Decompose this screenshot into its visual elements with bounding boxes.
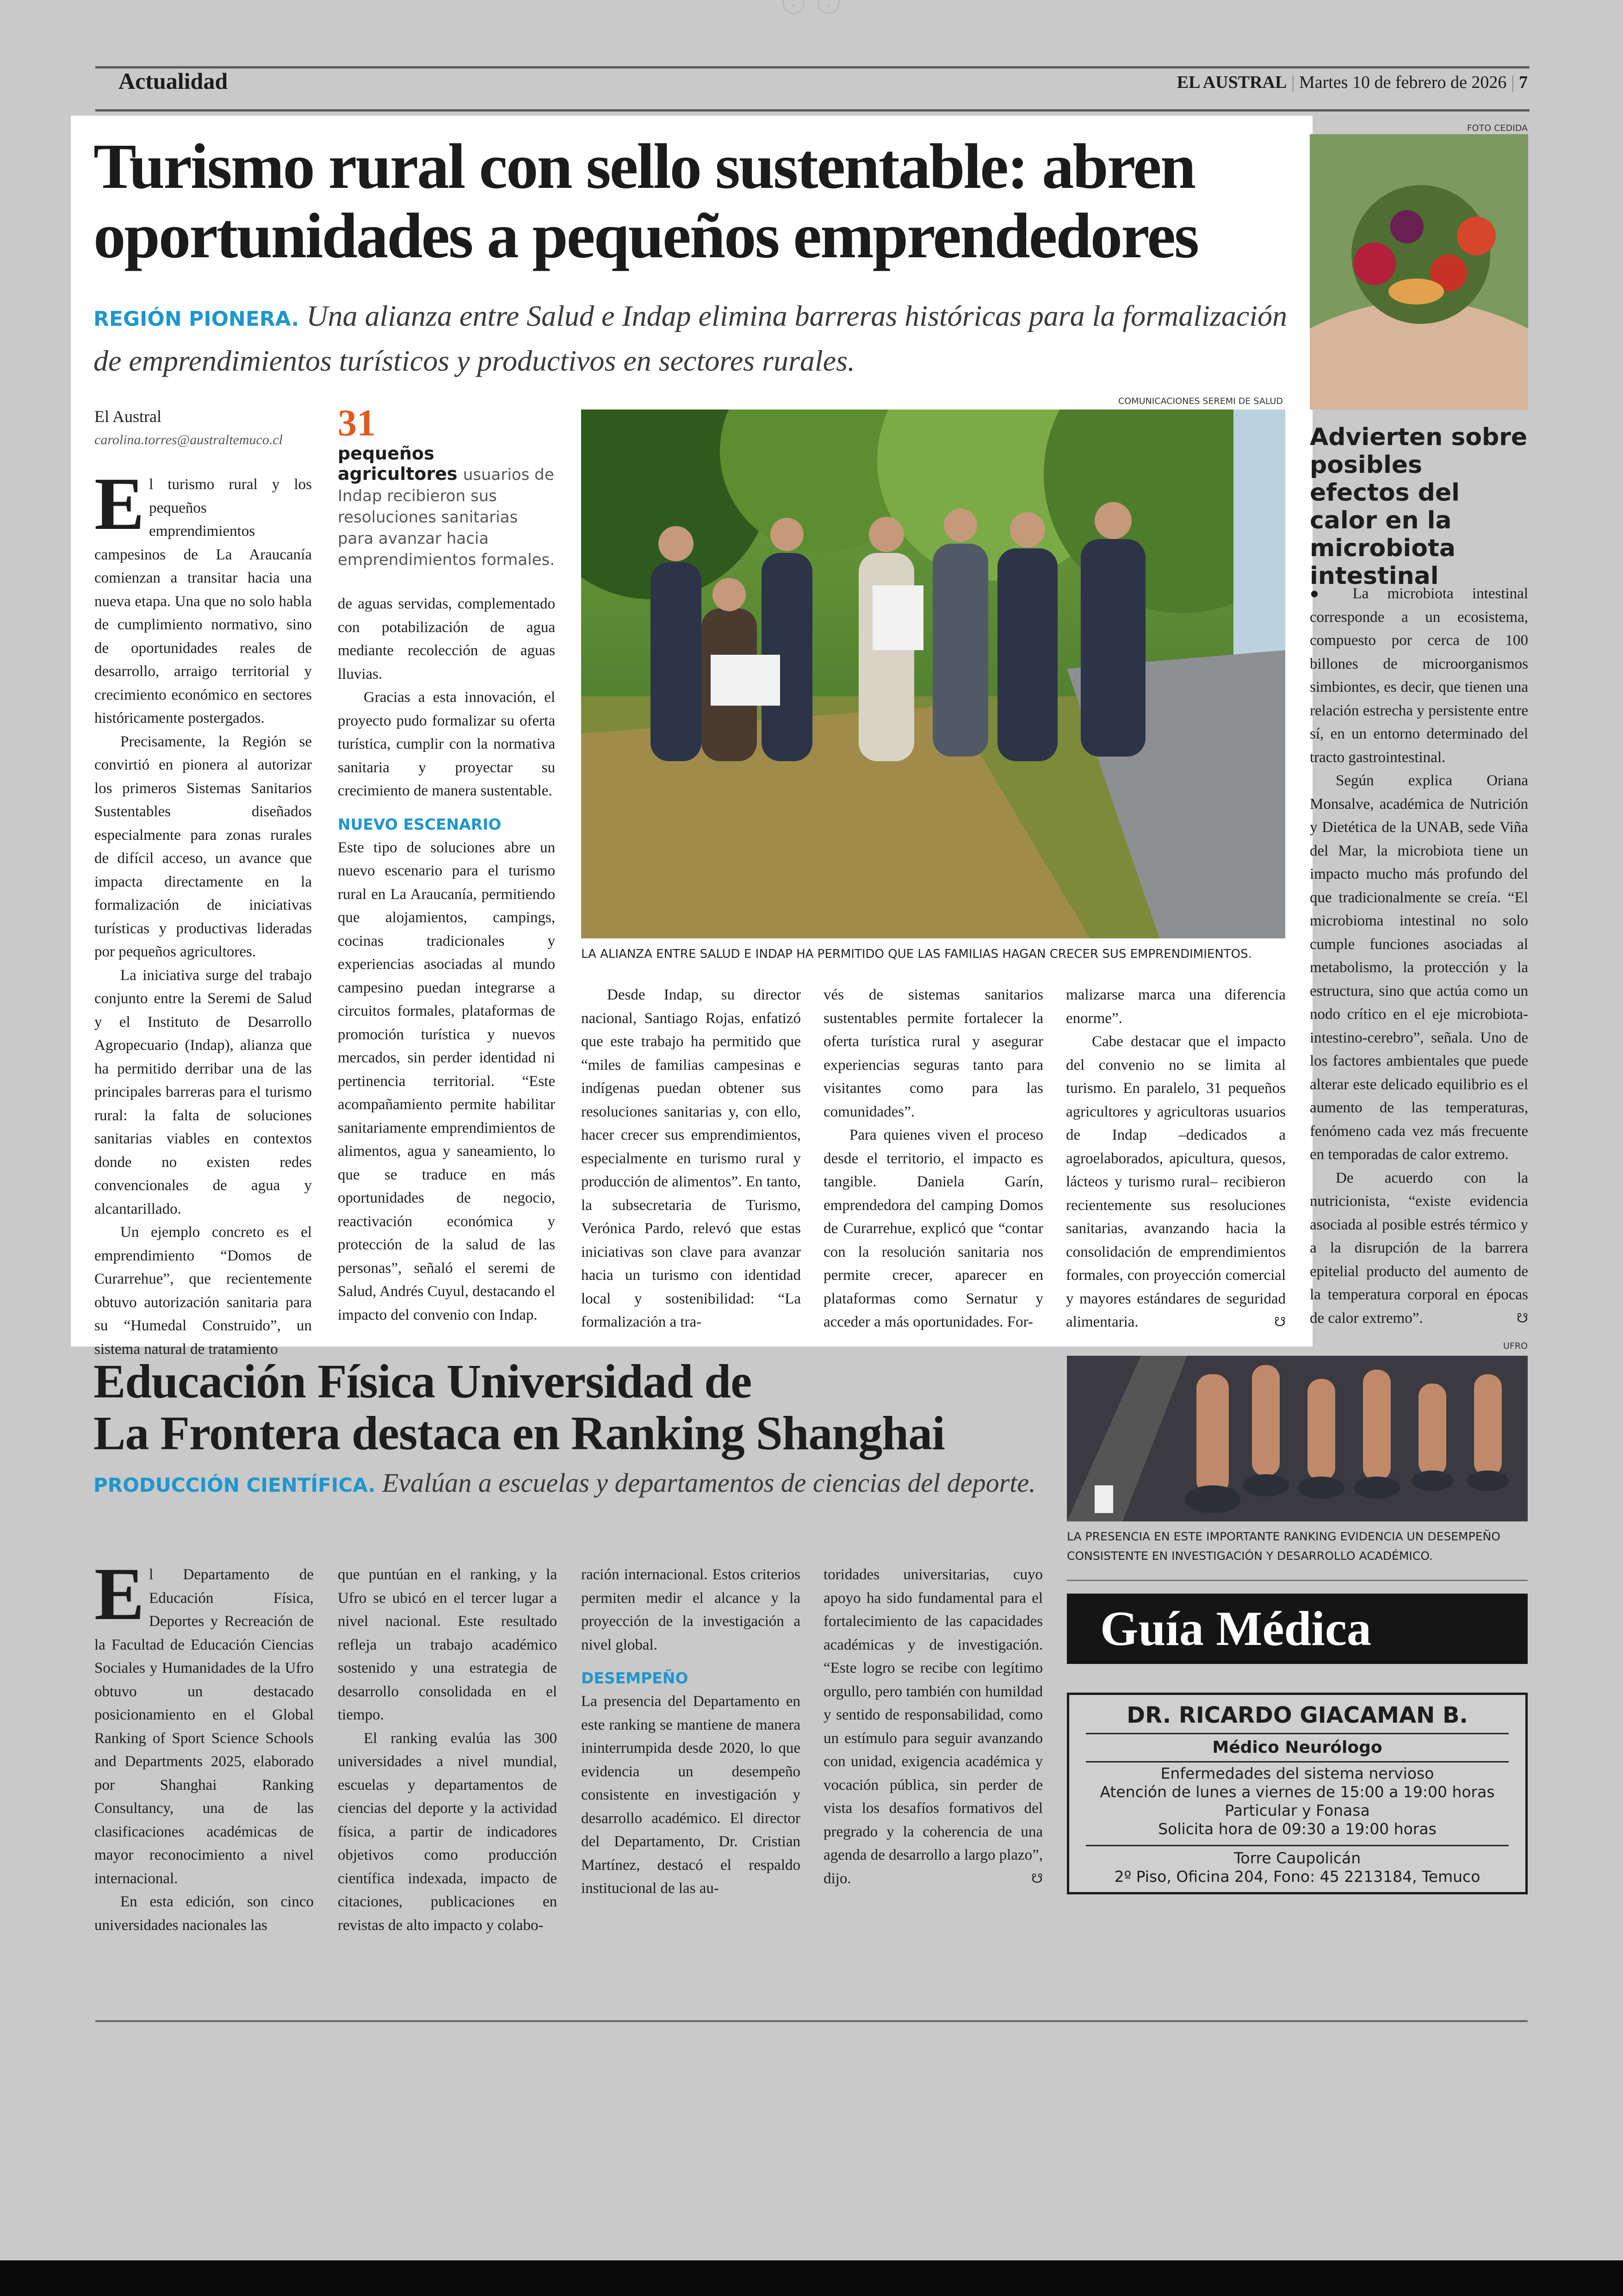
article-column-5: malizarse marca una diferencia enorme”. Cabe destacar que el impacto del convenio no se limita al turismo. En paralelo, 31 pequeños agricultores y agricultoras usuarios de Indap –dedicados a agroelaborados, apicultura, quesos, lácteos y turismo rural– recibieron recientemente sus resoluciones sanitarias, avanzando hacia la consolidación de emprendimientos formales, con proyección comercial y mayores estándares de seguridad alimentaria. ☋ [1066,983,1286,1334]
guia-medica-banner: Guía Médica [1067,1594,1528,1664]
article-photo [581,410,1285,938]
doctor-specialty: Médico Neurólogo [1086,1733,1509,1761]
sidebar-body: ● La microbiota intestinal corresponde a un ecosistema, compuesto por cerca de 100 billones de microorganismos simbiontes, es decir, que tienen una relación estrecha y persistente entre sí, en un entorno determinado del tracto gastrointestinal. Según explica Oriana Monsalve, académica de Nutrición y Dietética de la UNAB, sede Viña del Mar, la microbiota tiene un impacto mucho más profundo del que tradicionalmente se creía. “El microbioma intestinal no solo cumple funciones asociadas al metabolismo, la protección y la estructura, sino que actúa como un nodo crítico en el eje microbiota-intestino-cerebro”, señala. Uno de los factores ambientales que puede alterar este delicado equilibrio es el aumento de las temperaturas, fenómeno cada vez más frecuente en temporadas de calor extremo. De acuerdo con la nutricionista, “existe evidencia asociada al posible estrés térmico y a la disrupción de la barrera epitelial producto del aumento de la temperatura corporal en épocas de calor extremo”. ☋ [1310,585,1528,1327]
folio: EL AUSTRAL | Martes 10 de febrero de 2026 | 7 [1177,73,1528,92]
doctor-address: 2º Piso, Oficina 204, Fono: 45 2213184, Temuco [1114,1868,1481,1886]
article2-kicker: PRODUCCIÓN CIENTÍFICA. [93,1474,376,1496]
article2-photo-credit: UFRO [1503,1341,1528,1351]
paper-name: EL AUSTRAL [1177,73,1287,92]
article2-photo [1067,1356,1528,1521]
article2-title: Educación Física Universidad de La Frontera destaca en Ranking Shanghai [93,1355,945,1460]
article2-column-3: ración internacional. Estos criterios permiten medir el alcance y la proyección de la investigación a nivel global. DESEMPEÑO La presencia del Departamento en este ranking se mantiene de manera ininterrumpida desde 2020, lo que evidencia un desempeño consistente en investigación y desarrollo académico. El director del Departamento, Dr. Cristian Martínez, destacó el respaldo institucional de las au- [581,1566,800,1897]
drop-cap: E [94,463,145,546]
article-column-2: 31 pequeños agricultores usuarios de Indap recibieron sus resoluciones sanitarias para avanzar hacia emprendimientos formales. de aguas servidas, complementado con potabilización de agua mediante recolección de aguas lluvias. Gracias a esta innovación, el proyecto pudo formalizar su oferta turística, cumplir con la normativa sanitaria y proyectar su crecimiento de manera sustentable. NUEVO ESCENARIO Este tipo de soluciones abre un nuevo escenario para el turismo rural en La Araucanía, permitiendo que alojamientos, campings, cocinas tradicionales y experiencias asociadas al mundo campesino puedan integrarse a circuitos formales, plataformas de promoción turística y nuevos mercados, sin perder identidad ni pertinencia territorial. “Este acompañamiento permite habilitar sanitariamente emprendimientos de alimentos, agua y saneamiento, lo que se traduce en más oportunidades de negocio, reactivación económica y protección de la salud de las personas”, señaló el seremi de Salud, Andrés Cuyul, destacando el impacto del convenio con Indap. [338,402,555,1323]
article2-deck: PRODUCCIÓN CIENTÍFICA. Evalúan a escuelas y departamentos de ciencias del deporte. [93,1468,1036,1498]
article-column-1: El Austral carolina.torres@australtemuco.cl El turismo rural y los pequeños emprendimientos campesinos de La Araucanía comienzan a transitar hacia una nueva etapa. Una que no solo habla de cumplimiento normativo, sino de oportunidades reales de desarrollo, arraigo territorial y crecimiento económico en sectores históricamente postergados. Precisamente, la Región se convirtió en pionera al autorizar los primeros Sistemas Sanitarios Sustentables diseñados especialmente para zonas rurales de difícil acceso, un avance que impacta directamente en la formalización de iniciativas turísticas y productivas lideradas por pequeños agricultores. La iniciativa surge del trabajo conjunto entre la Seremi de Salud y el Instituto de Desarrollo Agropecuario (Indap), alianza que ha permitido derribar una de las principales barreras para el turismo rural: la falta de soluciones sanitarias viables en contextos donde no existen redes convencionales de agua y alcantarillado. Un ejemplo concreto es el emprendimiento “Domos de Curarrehue”, que recientemente obtuvo autorización sanitaria para su “Humedal Construido”, un sistema natural de tratamiento [94,405,312,1361]
byline-email[interactable]: carolina.torres@australtemuco.cl [94,432,283,447]
prev-page-button[interactable]: ‹ [783,0,804,14]
article-kicker: REGIÓN PIONERA. [93,307,299,331]
next-page-button[interactable]: › [818,0,839,14]
subhead: NUEVO ESCENARIO [338,815,502,833]
photo-credit: COMUNICACIONES SEREMI DE SALUD [1118,396,1283,406]
issue-date: Martes 10 de febrero de 2026 [1299,73,1507,92]
highlight-number: 31 [338,402,376,444]
header-bottom-rule [95,109,1530,112]
viewer-bottom-bar [0,2260,1623,2296]
photo-caption: LA ALIANZA ENTRE SALUD E INDAP HA PERMITIDO QUE LAS FAMILIAS HAGAN CRECER SUS EMPRENDIMIENTOS. [581,947,1252,961]
section-label: Actualidad [118,68,228,94]
article2-column-4: toridades universitarias, cuyo apoyo ha sido fundamental para el fortalecimiento de las capacidades académicas y de investigación. “Este logro se recibe con legítimo orgullo, pero también con humildad y sentido de responsabilidad, como un estímulo para seguir avanzando con unidad, exigencia académica y vocación pública, sin perder de vista los desafíos formativos del pregrado y la coherencia de una agenda de desarrollo a largo plazo”, dijo. ☋ [824,1566,1043,1887]
header-top-rule [95,66,1530,68]
doctor-ad[interactable]: DR. RICARDO GIACAMAN B. Médico Neurólogo Enfermedades del sistema nervioso Atención de lunes a viernes de 15:00 a 19:00 horas Particular y Fonasa Solicita hora de 09:30 a 19:00 horas Torre Caupolicán 2º Piso, Oficina 204, Fono: 45 2213184, Temuco [1067,1693,1528,1894]
article-column-3: Desde Indap, su director nacional, Santiago Rojas, enfatizó que este trabajo ha permitido que “miles de familias campesinas e indígenas puedan obtener sus resoluciones sanitarias y, con ello, hacer crecer sus emprendimientos, especialmente en turismo rural y producción de alimentos”. En tanto, la subsecretaria de Turismo, Verónica Pardo, relevó que estas iniciativas son clave para avanzar hacia un turismo con identidad local y sostenibilidad: “La formalización a tra- [581,987,801,1330]
article2-drop-cap: E [94,1553,145,1636]
page-number: 7 [1519,73,1528,92]
byline: El Austral [94,407,161,426]
highlight-box [338,403,555,570]
doctor-name: DR. RICARDO GIACAMAN B. [1127,1702,1468,1728]
article2-column-2: que puntúan en el ranking, y la Ufro se ubicó en el tercer lugar a nivel nacional. Este resultado refleja un trabajo académico sostenido y una estrategia de desarrollo consolidada en el tiempo. El ranking evalúa las 300 universidades a nivel mundial, escuelas y departamentos de ciencias del deporte y la actividad física, a partir de indicadores objetivos como producción científica indexada, impacto de citaciones, publicaciones en revistas de alto impacto y colabo- [338,1566,557,1934]
sidebar-photo-credit: FOTO CEDIDA [1467,123,1528,133]
article-column-4: vés de sistemas sanitarios sustentables permite fortalecer la oferta turística rural y asegurar experiencias seguras tanto para visitantes como para las comunidades”. Para quienes viven el proceso desde el territorio, el impacto es tangible. Daniela Garín, emprendedora del camping Domos de Curarrehue, explicó que “contar con la resolución sanitaria nos permite crecer, aparecer en plataformas como Sernatur y acceder a más oportunidades. For- [824,987,1043,1330]
article-deck: REGIÓN PIONERA. Una alianza entre Salud e Indap elimina barreras históricas para la formalización de emprendimientos turísticos y productivos en sectores rurales. [93,299,1287,377]
article2-photo-caption: LA PRESENCIA EN ESTE IMPORTANTE RANKING EVIDENCIA UN DESEMPEÑO CONSISTENTE EN INVESTIGACIÓN Y DESARROLLO ACADÉMICO. [1067,1530,1500,1563]
highlight-bold: pequeños agricultores [338,443,458,484]
sidebar-photo [1310,134,1528,410]
article2-subhead: DESEMPEÑO [581,1669,688,1687]
caption-rule [1067,1580,1528,1581]
bottom-rule [95,2020,1528,2022]
highlight-text: usuarios de Indap recibieron sus resoluciones sanitarias para avanzar hacia emprendimientos formales. [338,465,555,569]
sidebar-title: Advierten sobre posibles efectos del calor en la microbiota intestinal [1310,423,1528,590]
article2-column-1: El Departamento de Educación Física, Deportes y Recreación de la Facultad de Educación Ciencias Sociales y Humanidades de la Ufro obtuvo un destacado posicionamiento en el Global Ranking of Sport Science Schools and Departments 2025, elaborado por Shanghai Ranking Consultancy, una de las clasificaciones académicas de mayor reconocimiento a nivel internacional. En esta edición, son cinco universidades nacionales las [94,1553,314,1934]
article-title: Turismo rural con sello sustentable: abren oportunidades a pequeños emprendedores [93,131,1198,272]
end-mark-icon: ☋ [1274,1314,1286,1329]
